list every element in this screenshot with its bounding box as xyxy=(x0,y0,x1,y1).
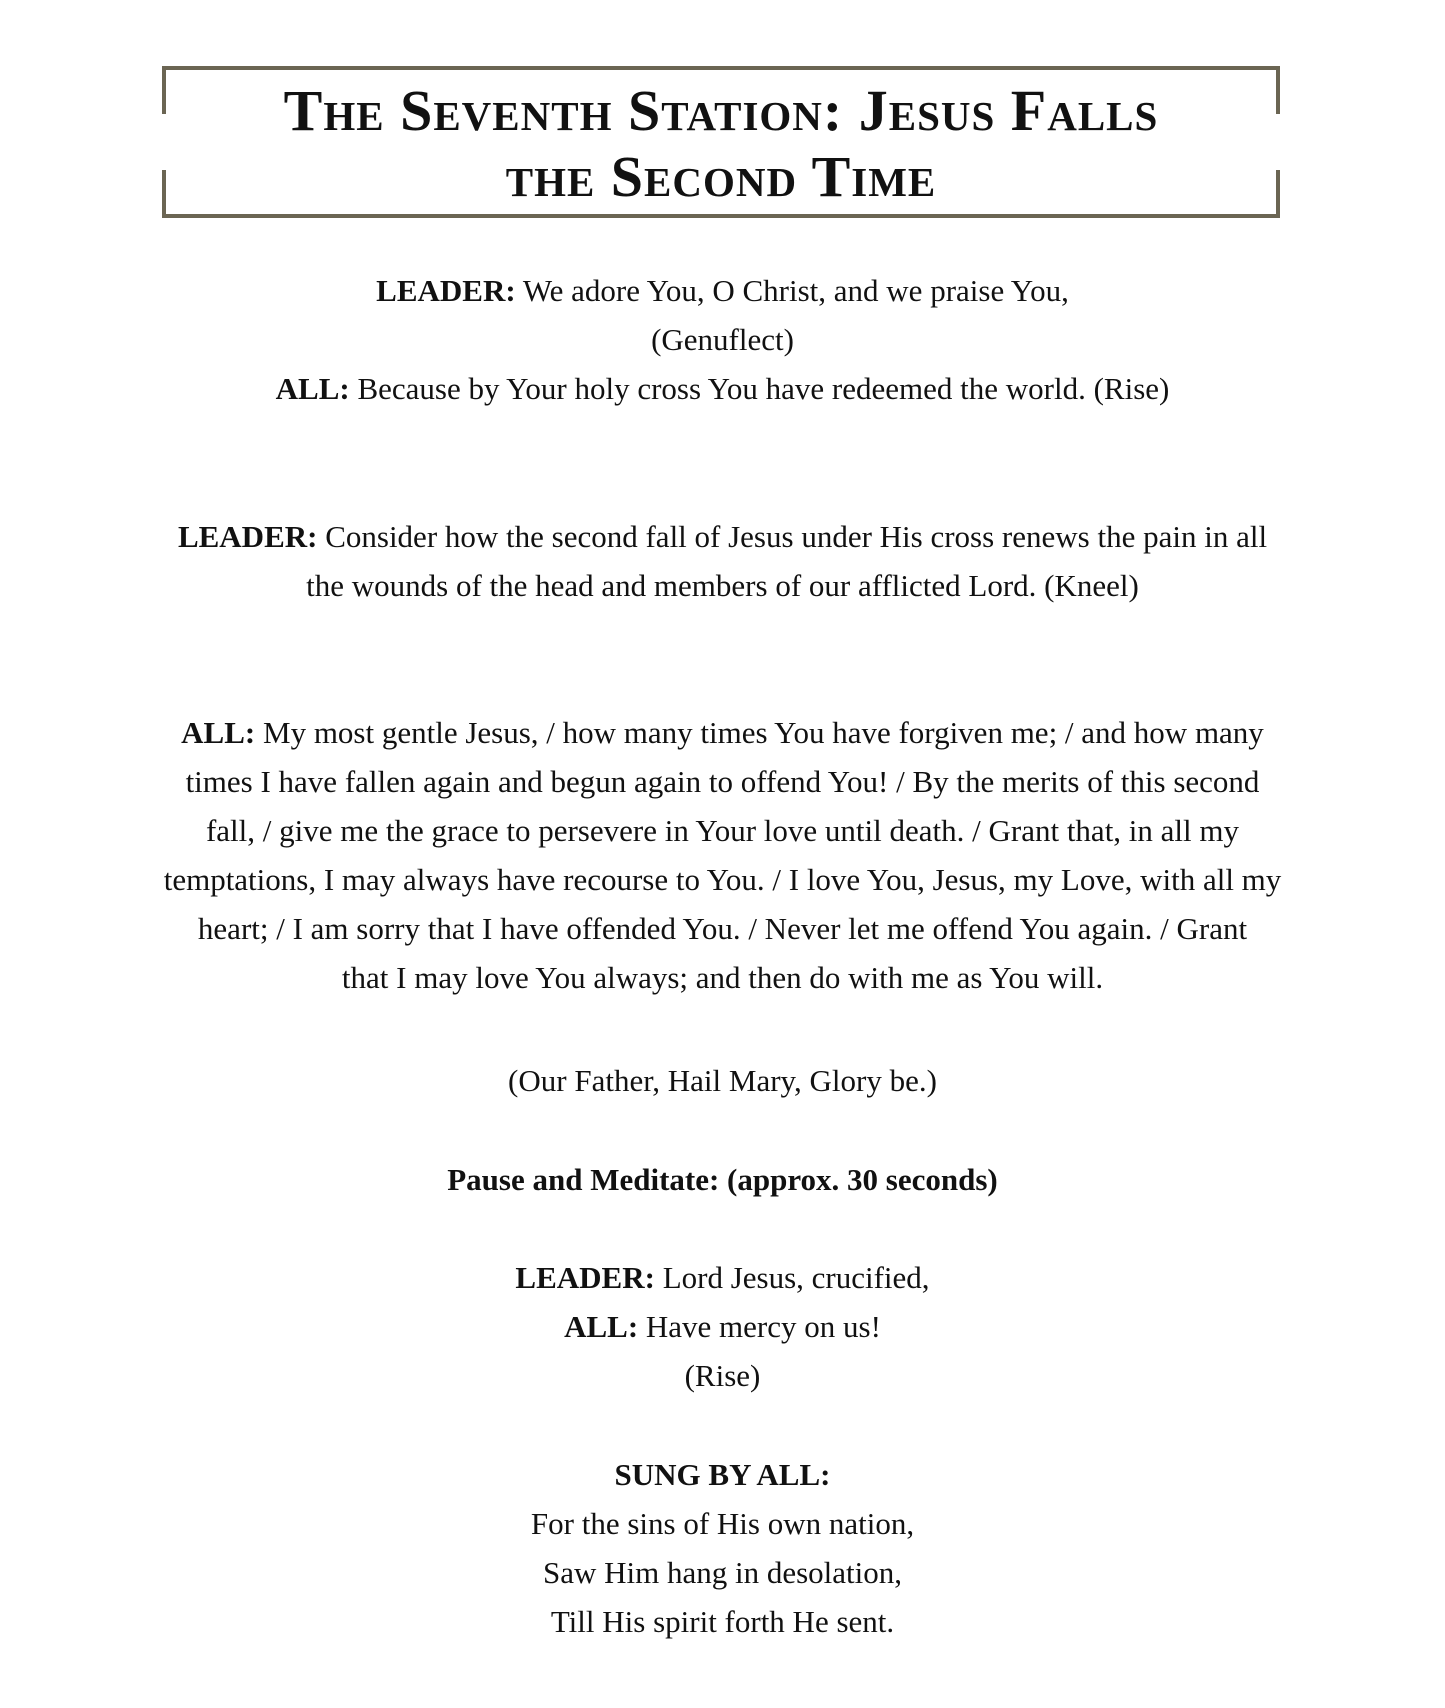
hymn-heading: SUNG BY ALL: xyxy=(614,1457,831,1492)
consider-section xyxy=(100,512,1345,610)
our-father-text: (Our Father, Hail Mary, Glory be.) xyxy=(508,1063,937,1098)
consider-text-1: Consider how the second fall of Jesus under His cross renews the pain in all xyxy=(317,519,1268,554)
title-line-2: the Second Time xyxy=(505,144,937,209)
prayer-line-5: heart; / I am sorry that I have offended You. / Never let me offend You again. / Grant xyxy=(197,911,1248,946)
leader-label: LEADER: xyxy=(376,273,516,308)
consider-line-2: the wounds of the head and members of our afflicted Lord. (Kneel) xyxy=(306,568,1139,603)
title-frame xyxy=(162,66,1280,218)
our-father-instruction xyxy=(100,1056,1345,1105)
frame-bottom-border xyxy=(162,214,1280,218)
pause-text: Pause and Meditate: (approx. 30 seconds) xyxy=(447,1162,998,1197)
closing-leader-text: Lord Jesus, crucified, xyxy=(654,1260,930,1295)
prayer-section xyxy=(100,708,1345,1002)
all-label: ALL: xyxy=(181,715,256,750)
hymn-line-1: For the sins of His own nation, xyxy=(530,1506,915,1541)
genuflect-instruction: (Genuflect) xyxy=(651,322,794,357)
hymn-section xyxy=(100,1450,1345,1646)
all-label: ALL: xyxy=(564,1309,639,1344)
pause-instruction xyxy=(100,1155,1345,1204)
closing-leader-line xyxy=(100,1253,1345,1302)
prayer-line-3: fall, / give me the grace to persevere in Your love until death. / Grant that, in all my xyxy=(205,813,1240,848)
consider-line-1 xyxy=(100,512,1345,561)
hymn-line-3: Till His spirit forth He sent. xyxy=(550,1604,895,1639)
leader-label: LEADER: xyxy=(515,1260,655,1295)
prayer-text-1: My most gentle Jesus, / how many times You have forgiven me; / and how many xyxy=(255,715,1264,750)
title-line-1: The Seventh Station: Jesus Falls xyxy=(283,78,1159,143)
prayer-line-1 xyxy=(100,708,1345,757)
hymn-line-2: Saw Him hang in desolation, xyxy=(542,1555,903,1590)
opening-leader-text: We adore You, O Christ, and we praise You, xyxy=(515,273,1069,308)
leader-label: LEADER: xyxy=(177,519,318,554)
rise-instruction: (Rise) xyxy=(684,1358,761,1393)
opening-leader-line xyxy=(100,266,1345,315)
frame-top-border xyxy=(162,66,1280,70)
prayer-line-2: times I have fallen again and begun again to offend You! / By the merits of this second xyxy=(185,764,1260,799)
opening-all-line xyxy=(100,364,1345,413)
closing-all-text: Have mercy on us! xyxy=(638,1309,881,1344)
closing-versicle xyxy=(100,1253,1345,1400)
opening-versicle xyxy=(100,266,1345,413)
closing-all-line xyxy=(100,1302,1345,1351)
opening-all-text: Because by Your holy cross You have redeemed the world. (Rise) xyxy=(349,371,1170,406)
all-label: ALL: xyxy=(275,371,350,406)
prayer-line-6: that I may love You always; and then do with me as You will. xyxy=(341,960,1104,995)
prayer-line-4: temptations, I may always have recourse to You. / I love You, Jesus, my Love, with all my xyxy=(163,862,1282,897)
page-title xyxy=(162,78,1280,210)
